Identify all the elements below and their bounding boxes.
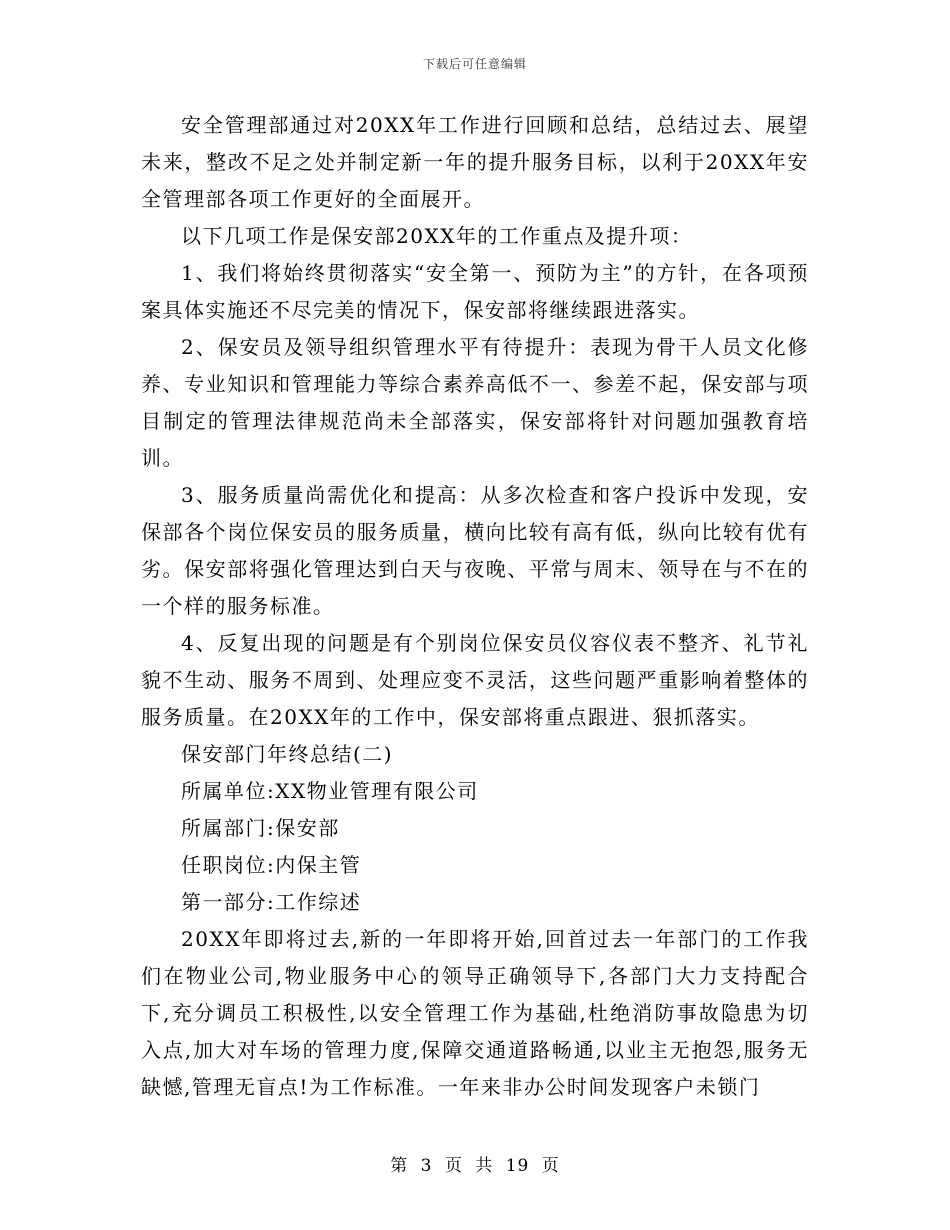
paragraph-intro: 安全管理部通过对20XX年工作进行回顾和总结，总结过去、展望未来，整改不足之处并制定新一年的提升服务目标，以利于20XX年安全管理部各项工作更好的全面展开。 <box>141 113 809 211</box>
department-line: 所属部门:保安部 <box>181 816 340 840</box>
paragraph-item-4: 4、反复出现的问题是有个别岗位保安员仪容仪表不整齐、礼节礼貌不生动、服务不周到、处理应变不灵活，这些问题严重影响着整体的服务质量。在20XX年的工作中，保安部将重点跟进、狠抓落实。 <box>141 631 809 729</box>
document-body <box>141 107 809 1106</box>
header-note: 下载后可任意编辑 <box>422 57 527 71</box>
section-title: 保安部门年终总结(二) <box>181 742 394 766</box>
paragraph-item-3: 3、服务质量尚需优化和提高：从多次检查和客户投诉中发现，安保部各个岗位保安员的服务质量，横向比较有高有低，纵向比较有优有劣。保安部将强化管理达到白天与夜晚、平常与周末、领导在与不在的一个样的服务标准。 <box>141 483 809 618</box>
unit-line: 所属单位:XX物业管理有限公司 <box>181 779 479 803</box>
paragraph-key-items: 以下几项工作是保安部20XX年的工作重点及提升项： <box>181 224 693 248</box>
paragraph-item-1: 1、我们将始终贯彻落实“安全第一、预防为主”的方针，在各项预案具体实施还不尽完美的情况下，保安部将继续跟进落实。 <box>141 261 809 322</box>
position-line: 任职岗位:内保主管 <box>181 853 362 877</box>
paragraph-summary: 20XX年即将过去,新的一年即将开始,回首过去一年部门的工作我们在物业公司,物业服务中心的领导正确领导下,各部门大力支持配合下,充分调员工积极性,以安全管理工作为基础,杜绝消防事故隐患为切入点,加大对车场的管理力度,保障交通道路畅通,以业主无抱怨,服务无缺憾,管理无盲点!为工作标准。一年来非办公时间发现客户未锁门 <box>141 927 809 1099</box>
part-heading: 第一部分:工作综述 <box>181 890 362 914</box>
paragraph-item-2: 2、保安员及领导组织管理水平有待提升：表现为骨干人员文化修养、专业知识和管理能力等综合素养高低不一、参差不起，保安部与项目制定的管理法律规范尚未全部落实，保安部将针对问题加强教育培训。 <box>141 335 809 470</box>
page-number: 第 3 页 共 19 页 <box>390 1156 560 1176</box>
